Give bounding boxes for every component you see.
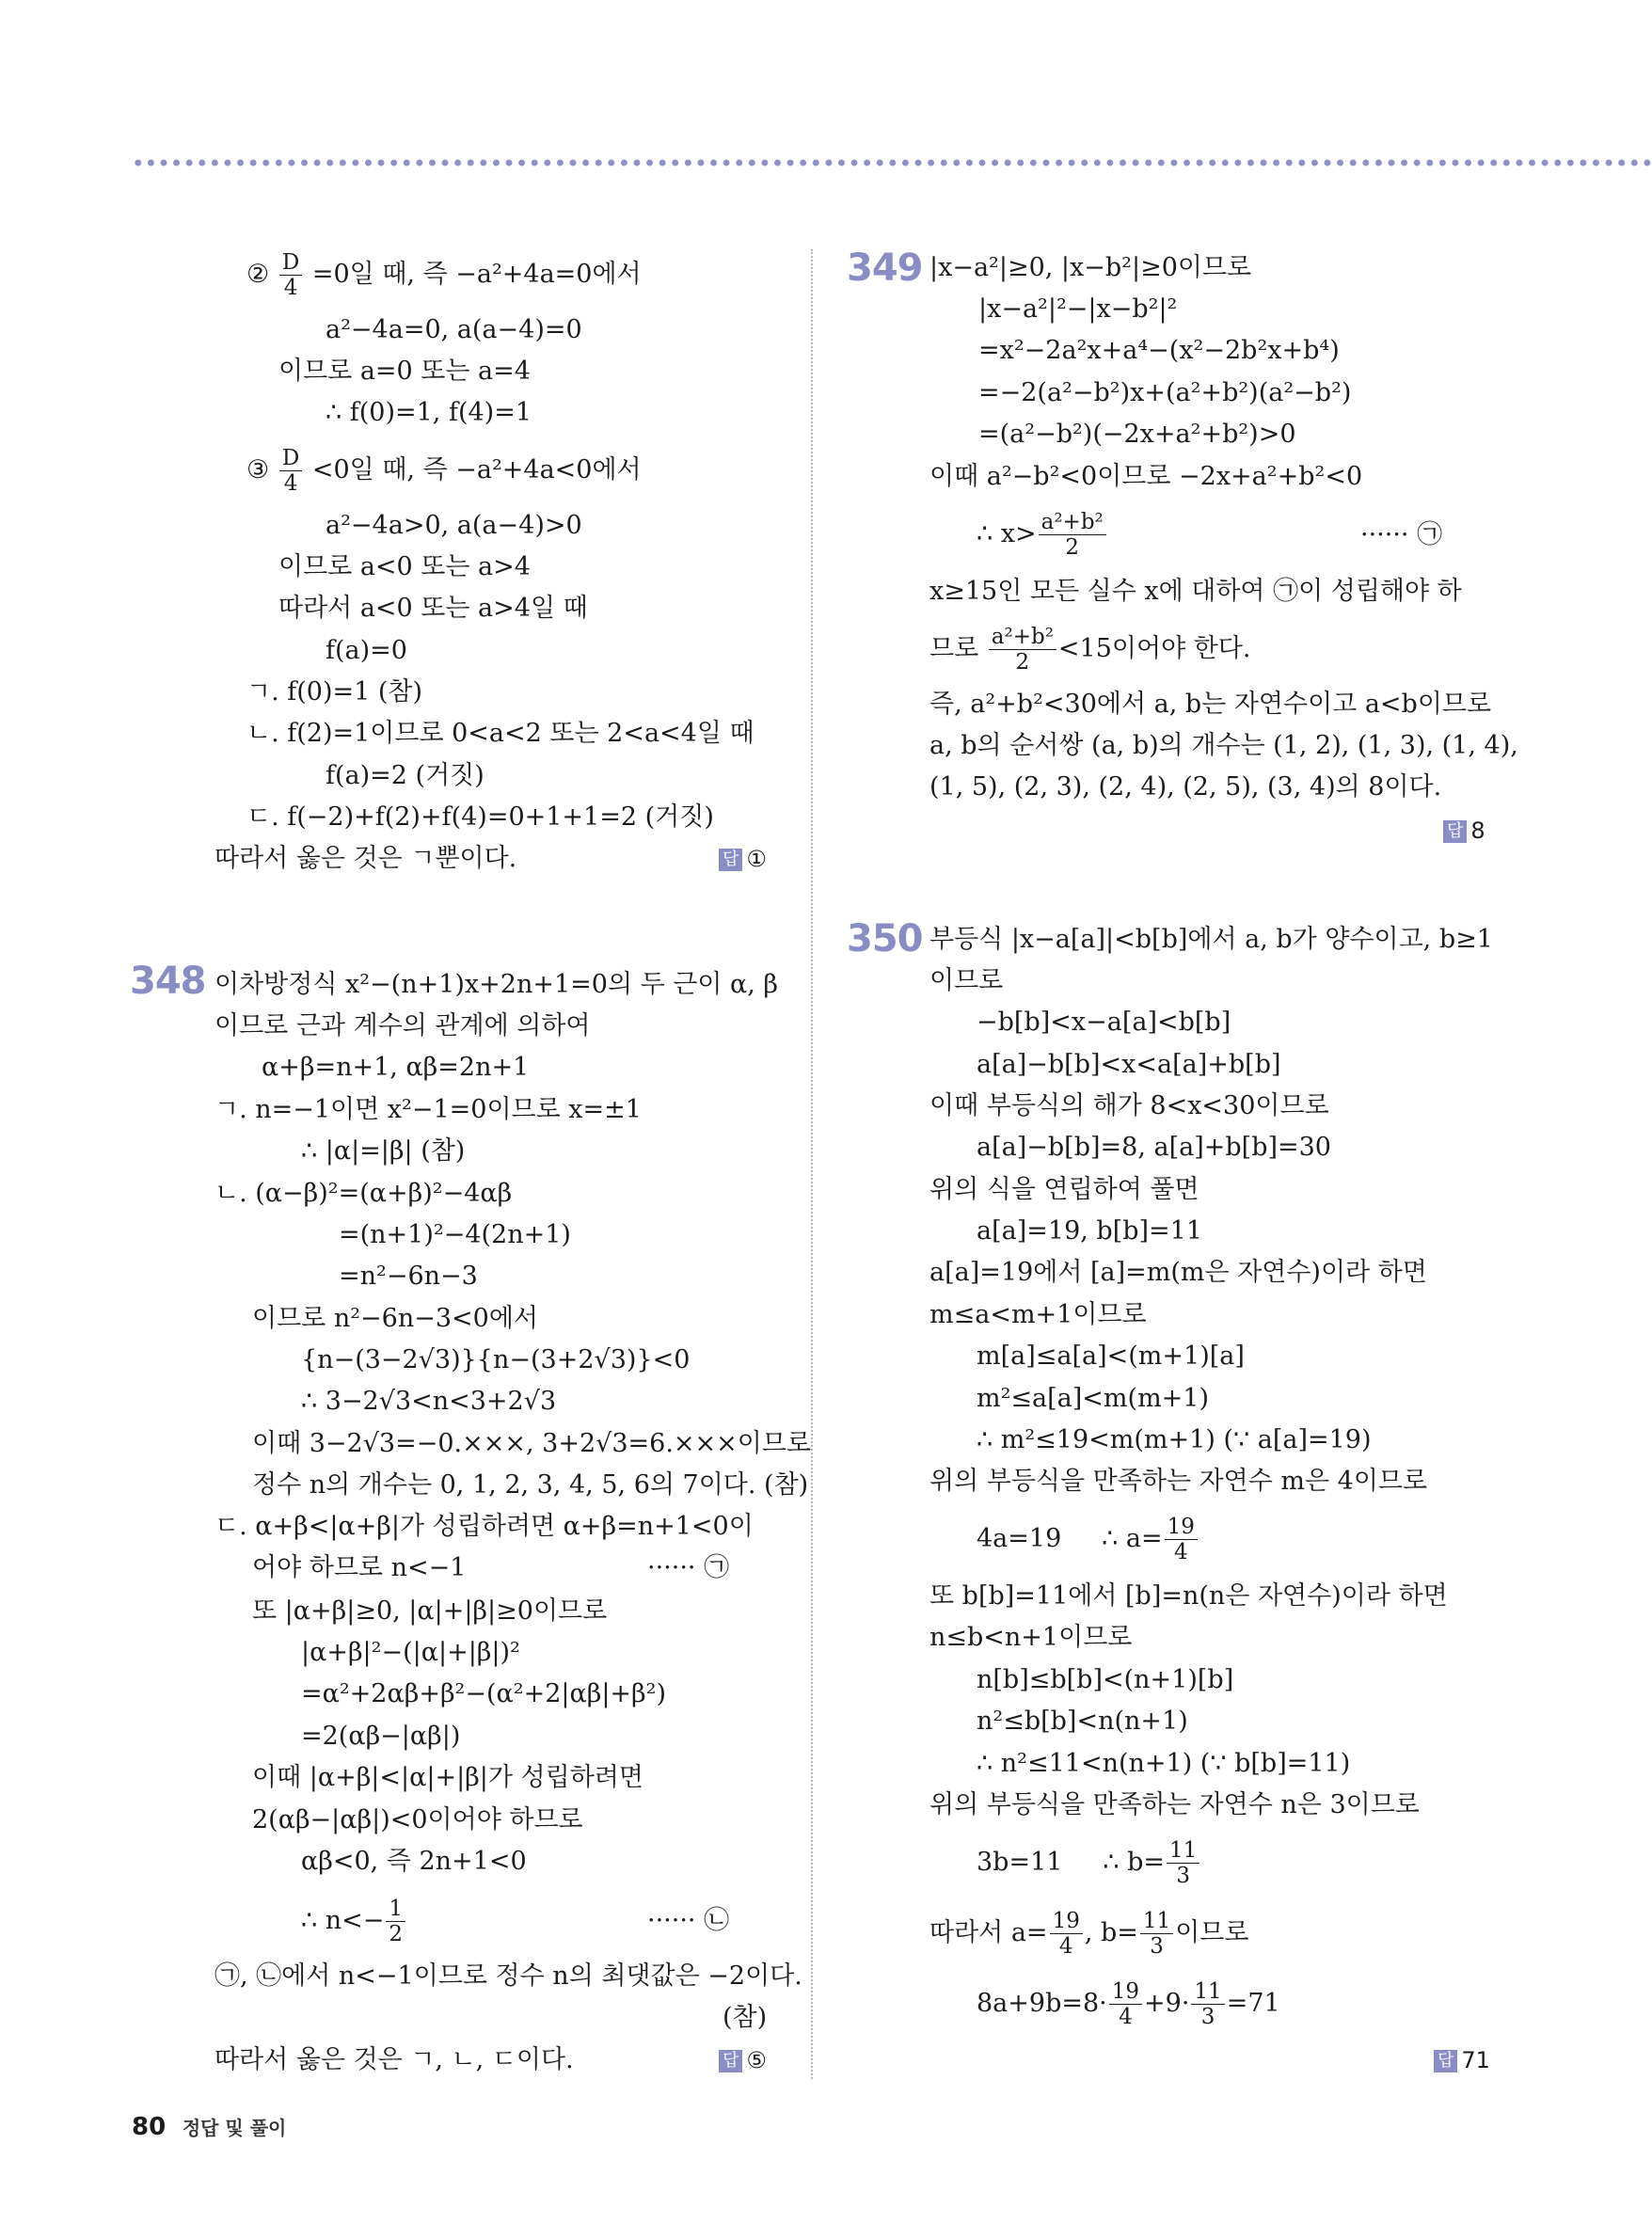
fraction-11-over-3: $\frac{11}{3}$ <box>1191 1979 1224 2029</box>
text-line: 이차방정식 x²−(n+1)x+2n+1=0의 두 근이 α, β <box>214 970 779 999</box>
text-line: ∴ 3−2√3<n<3+2√3 <box>301 1387 557 1416</box>
text-line: 이때 a²−b²<0이므로 −2x+a²+b²<0 <box>929 462 1363 491</box>
fraction-19-over-4: $\frac{19}{4}$ <box>1050 1909 1083 1959</box>
text-line: 즉, a²+b²<30에서 a, b는 자연수이고 a<b이므로 <box>929 690 1492 719</box>
page-footer <box>132 2113 286 2141</box>
text-line: a[a]−b[b]=8, a[a]+b[b]=30 <box>977 1133 1331 1162</box>
text-line: =−2(a²−b²)x+(a²+b²)(a²−b²) <box>978 378 1352 407</box>
text-line: 이므로 a<0 또는 a>4 <box>278 552 531 581</box>
equation-marker: ······ ㉠ <box>1360 520 1443 549</box>
text-line: |α+β|²−(|α|+|β|)² <box>301 1638 520 1667</box>
text-line: ∴ |α|=|β| (참) <box>301 1136 466 1166</box>
text-line: |x−a²|≥0, |x−b²|≥0이므로 <box>929 253 1252 282</box>
text-line: 따라서 옳은 것은 ㄱ, ㄴ, ㄷ이다. <box>214 2045 574 2074</box>
text-line: f(a)=2 (거짓) <box>326 761 484 790</box>
text-line: 위의 부등식을 만족하는 자연수 n은 3이므로 <box>929 1790 1420 1819</box>
text-line: =(a²−b²)(−2x+a²+b²)>0 <box>978 420 1296 449</box>
text-line: =x²−2a²x+a⁴−(x²−2b²x+b⁴) <box>978 336 1340 365</box>
text-line: a²−4a=0, a(a−4)=0 <box>326 315 582 344</box>
fraction-d-over-4: $\frac{D}{4}$ <box>279 446 302 496</box>
case-marker: ③ <box>246 455 270 484</box>
case2-line: ② $\frac{D}{4}$ =0일 때, 즉 −a²+4a=0에서 <box>246 250 642 300</box>
text-line: 므로 $\frac{\text{a²+b²}}{2}$ <15이어야 한다. <box>929 625 1251 675</box>
fraction-11-over-3: $\frac{11}{3}$ <box>1140 1909 1173 1959</box>
case3-line: ③ $\frac{D}{4}$ <0일 때, 즉 −a²+4a<0에서 <box>246 446 642 496</box>
equation-marker: ······ ㉠ <box>647 1553 730 1582</box>
text-line: 8a+9b=8· $\frac{19}{4}$ +9· $\frac{11}{3}$ =71 <box>977 1979 1280 2029</box>
text-line: 정수 n의 개수는 0, 1, 2, 3, 4, 5, 6의 7이다. (참) <box>252 1470 809 1500</box>
answer-tag: 답 <box>719 2050 742 2072</box>
text-line: a[a]=19에서 [a]=m(m은 자연수)이라 하면 <box>929 1258 1427 1287</box>
text-line: =(n+1)²−4(2n+1) <box>339 1220 571 1249</box>
section-title: 정답 및 풀이 <box>182 2117 287 2139</box>
text-line: m≤a<m+1이므로 <box>929 1300 1147 1329</box>
text-line: 또 |α+β|≥0, |α|+|β|≥0이므로 <box>252 1596 608 1626</box>
text-line: f(a)=0 <box>326 636 407 665</box>
header-dotted-rule <box>132 158 1652 167</box>
text-line: ㄱ. n=−1이면 x²−1=0이므로 x=±1 <box>214 1095 642 1124</box>
text-line: m[a]≤a[a]<(m+1)[a] <box>977 1342 1245 1371</box>
fraction-a2b2-over-2: $\frac{\text{a²+b²}}{2}$ <box>989 625 1056 675</box>
text-line: α+β=n+1, αβ=2n+1 <box>262 1053 530 1082</box>
text-line: ∴ f(0)=1, f(4)=1 <box>326 398 532 427</box>
text-line: αβ<0, 즉 2n+1<0 <box>301 1847 527 1876</box>
text-line: 따라서 a<0 또는 a>4일 때 <box>278 594 588 623</box>
problem-number-349: 349 <box>847 246 923 290</box>
equation-marker: ······ ㉡ <box>647 1906 730 1935</box>
answer-tag: 답 <box>719 849 742 871</box>
text-line: 어야 하므로 n<−1 <box>252 1553 467 1582</box>
text-line: ㄷ. α+β<|α+β|가 성립하려면 α+β=n+1<0이 <box>214 1512 754 1541</box>
fraction-d-over-4: $\frac{D}{4}$ <box>279 250 302 300</box>
text-line: x≥15인 모든 실수 x에 대하여 ㉠이 성립해야 하 <box>929 577 1462 606</box>
text-line: (참) <box>723 2003 768 2032</box>
text-line: a[a]=19, b[b]=11 <box>977 1216 1203 1246</box>
answer-347: 답 ① <box>719 845 767 873</box>
text-line: m²≤a[a]<m(m+1) <box>977 1384 1210 1413</box>
text-line: 위의 식을 연립하여 풀면 <box>929 1175 1199 1204</box>
text-line: −b[b]<x−a[a]<b[b] <box>977 1008 1231 1037</box>
text-line: ㄱ. f(0)=1 (참) <box>246 677 423 707</box>
page-number: 80 <box>132 2113 167 2141</box>
text-line: 부등식 |x−a[a]|<b[b]에서 a, b가 양수이고, b≥1 <box>929 925 1493 954</box>
text-line: n²≤b[b]<n(n+1) <box>977 1707 1188 1736</box>
problem-number-348: 348 <box>130 960 206 1003</box>
answer-350: 답 71 <box>1434 2046 1490 2074</box>
text-line: 이므로 a=0 또는 a=4 <box>278 357 531 386</box>
text-line: 따라서 옳은 것은 ㄱ뿐이다. <box>214 844 517 873</box>
text-line: {n−(3−2√3)}{n−(3+2√3)}<0 <box>301 1345 691 1374</box>
answer-tag: 답 <box>1434 2050 1457 2072</box>
text-line: =α²+2αβ+β²−(α²+2|αβ|+β²) <box>301 1679 667 1708</box>
text-line: 이므로 <box>929 966 1004 995</box>
problem-number-350: 350 <box>847 917 923 961</box>
fraction-11-over-3: $\frac{11}{3}$ <box>1167 1838 1199 1888</box>
text-line: n[b]≤b[b]<(n+1)[b] <box>977 1665 1234 1694</box>
text-line: 4a=19 ∴ a= $\frac{19}{4}$ <box>977 1511 1199 1567</box>
text-line: ∴ x> $\frac{\text{a²+b²}}{2}$ <box>977 506 1108 563</box>
text-line: =n²−6n−3 <box>339 1262 478 1291</box>
fraction-one-half: $\frac{1}{2}$ <box>386 1897 405 1946</box>
answer-348: 답 ⑤ <box>719 2046 767 2074</box>
text-line: 위의 부등식을 만족하는 자연수 m은 4이므로 <box>929 1467 1428 1496</box>
text-line: a²−4a>0, a(a−4)>0 <box>326 511 582 540</box>
fraction-19-over-4: $\frac{19}{4}$ <box>1109 1979 1142 2029</box>
text-line: ㄴ. (α−β)²=(α+β)²−4αβ <box>214 1179 513 1208</box>
text-line: 이때 3−2√3=−0.×××, 3+2√3=6.×××이므로 <box>252 1429 812 1458</box>
text-line: 또 b[b]=11에서 [b]=n(n은 자연수)이라 하면 <box>929 1581 1448 1611</box>
answer-349: 답 8 <box>1443 817 1485 845</box>
column-divider <box>811 249 813 2079</box>
text-line: 이때 |α+β|<|α|+|β|가 성립하려면 <box>252 1763 643 1792</box>
text-line: a[a]−b[b]<x<a[a]+b[b] <box>977 1050 1281 1079</box>
text-line: ∴ n<− $\frac{1}{2}$ <box>301 1893 407 1949</box>
text-line: (1, 5), (2, 3), (2, 4), (2, 5), (3, 4)의 8이다. <box>929 772 1442 802</box>
answer-tag: 답 <box>1443 820 1467 843</box>
text-line: 이므로 n²−6n−3<0에서 <box>252 1304 538 1333</box>
text-line: ∴ n²≤11<n(n+1) (∵ b[b]=11) <box>977 1749 1351 1778</box>
text-line: 이므로 근과 계수의 관계에 의하여 <box>214 1011 591 1040</box>
text-line: n≤b<n+1이므로 <box>929 1623 1133 1652</box>
fraction-19-over-4: $\frac{19}{4}$ <box>1165 1515 1198 1564</box>
text-line: ㄷ. f(−2)+f(2)+f(4)=0+1+1=2 (거짓) <box>246 802 714 832</box>
text-line: 2(αβ−|αβ|)<0이어야 하므로 <box>252 1805 583 1834</box>
text-line: 따라서 a= $\frac{19}{4}$ , b= $\frac{11}{3}$ 이므로 <box>929 1909 1249 1959</box>
case-marker: ② <box>246 260 270 289</box>
text-line: ㉠, ㉡에서 n<−1이므로 정수 n의 최댓값은 −2이다. <box>214 1961 802 1991</box>
text-line: =2(αβ−|αβ|) <box>301 1722 461 1751</box>
text-line: |x−a²|²−|x−b²|² <box>978 294 1178 324</box>
text-line: a, b의 순서쌍 (a, b)의 개수는 (1, 2), (1, 3), (1, 4), <box>929 731 1518 760</box>
text-line: 3b=11 ∴ b= $\frac{11}{3}$ <box>977 1834 1201 1891</box>
fraction-a2b2-over-2: $\frac{\text{a²+b²}}{2}$ <box>1039 510 1106 560</box>
text-line: ∴ m²≤19<m(m+1) (∵ a[a]=19) <box>977 1425 1372 1454</box>
text-line: ㄴ. f(2)=1이므로 0<a<2 또는 2<a<4일 때 <box>246 719 755 748</box>
text-line: 이때 부등식의 해가 8<x<30이므로 <box>929 1091 1329 1120</box>
